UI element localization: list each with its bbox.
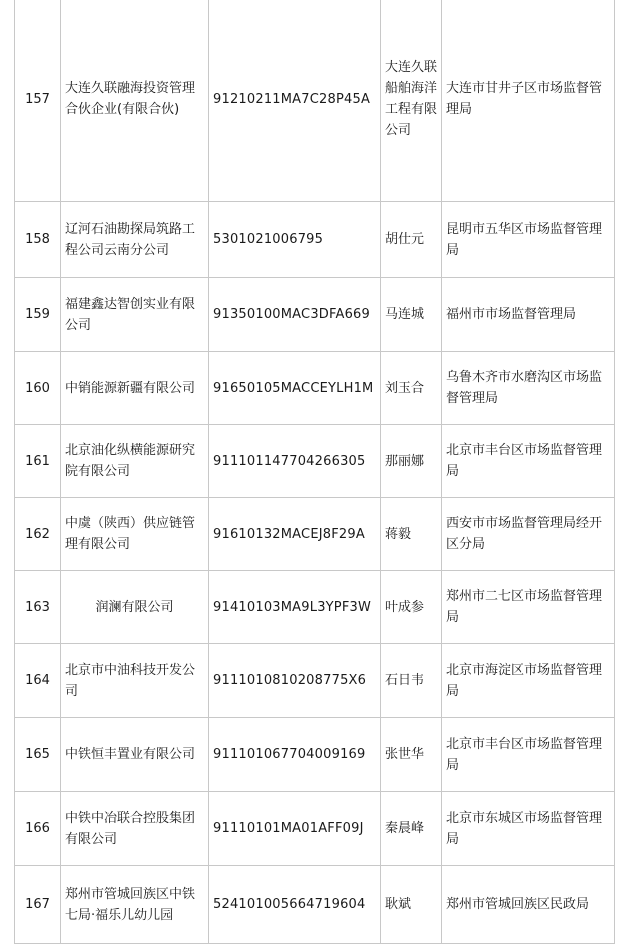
- entity-name: 中铁中冶联合控股集团有限公司: [61, 792, 209, 866]
- credit-code: 91410103MA9L3YPF3W: [209, 571, 381, 644]
- credit-code: 911101067704009169: [209, 718, 381, 792]
- registration-authority: 西安市市场监督管理局经开区分局: [442, 498, 615, 571]
- legal-representative: 胡仕元: [381, 202, 442, 278]
- legal-representative: 石日韦: [381, 644, 442, 718]
- registration-authority: 北京市丰台区市场监督管理局: [442, 425, 615, 498]
- entity-name: 大连久联融海投资管理合伙企业(有限合伙): [61, 0, 209, 202]
- table-row: [15, 425, 615, 498]
- legal-representative: 刘玉合: [381, 352, 442, 425]
- row-number: 167: [15, 866, 61, 944]
- legal-representative: 马连城: [381, 278, 442, 352]
- row-number: 165: [15, 718, 61, 792]
- entity-name: 中销能源新疆有限公司: [61, 352, 209, 425]
- records-table: [14, 0, 615, 944]
- credit-code: 524101005664719604: [209, 866, 381, 944]
- legal-representative: 秦晨峰: [381, 792, 442, 866]
- registration-authority: 北京市东城区市场监督管理局: [442, 792, 615, 866]
- legal-representative: 耿斌: [381, 866, 442, 944]
- credit-code: 91650105MACCEYLH1M: [209, 352, 381, 425]
- credit-code: 5301021006795: [209, 202, 381, 278]
- registration-authority: 福州市市场监督管理局: [442, 278, 615, 352]
- table-row: [15, 278, 615, 352]
- entity-name: 福建鑫达智创实业有限公司: [61, 278, 209, 352]
- entity-name: 郑州市管城回族区中铁七局·福乐儿幼儿园: [61, 866, 209, 944]
- credit-code: 9111010810208775X6: [209, 644, 381, 718]
- entity-name: 润澜有限公司: [61, 571, 209, 644]
- entity-name: 辽河石油勘探局筑路工程公司云南分公司: [61, 202, 209, 278]
- row-number: 160: [15, 352, 61, 425]
- legal-representative: 那丽娜: [381, 425, 442, 498]
- registration-authority: 昆明市五华区市场监督管理局: [442, 202, 615, 278]
- registration-authority: 北京市丰台区市场监督管理局: [442, 718, 615, 792]
- table-row: [15, 644, 615, 718]
- row-number: 157: [15, 0, 61, 202]
- entity-name: 中虞（陕西）供应链管理有限公司: [61, 498, 209, 571]
- table-row: [15, 866, 615, 944]
- credit-code: 91110101MA01AFF09J: [209, 792, 381, 866]
- registration-authority: 北京市海淀区市场监督管理局: [442, 644, 615, 718]
- row-number: 166: [15, 792, 61, 866]
- legal-representative: 大连久联船舶海洋工程有限公司: [381, 0, 442, 202]
- table-row: [15, 202, 615, 278]
- credit-code: 911101147704266305: [209, 425, 381, 498]
- legal-representative: 蒋毅: [381, 498, 442, 571]
- registration-authority: 郑州市二七区市场监督管理局: [442, 571, 615, 644]
- entity-name: 北京市中油科技开发公司: [61, 644, 209, 718]
- row-number: 161: [15, 425, 61, 498]
- registration-authority: 乌鲁木齐市水磨沟区市场监督管理局: [442, 352, 615, 425]
- entity-name: 中铁恒丰置业有限公司: [61, 718, 209, 792]
- row-number: 159: [15, 278, 61, 352]
- row-number: 163: [15, 571, 61, 644]
- table-row: [15, 0, 615, 202]
- entity-name: 北京油化纵横能源研究院有限公司: [61, 425, 209, 498]
- legal-representative: 张世华: [381, 718, 442, 792]
- table-row: [15, 498, 615, 571]
- credit-code: 91610132MACEJ8F29A: [209, 498, 381, 571]
- table-row: [15, 352, 615, 425]
- row-number: 164: [15, 644, 61, 718]
- table-row: [15, 571, 615, 644]
- table-row: [15, 718, 615, 792]
- row-number: 162: [15, 498, 61, 571]
- table-row: [15, 792, 615, 866]
- credit-code: 91210211MA7C28P45A: [209, 0, 381, 202]
- credit-code: 91350100MAC3DFA669: [209, 278, 381, 352]
- registration-authority: 郑州市管城回族区民政局: [442, 866, 615, 944]
- registration-authority: 大连市甘井子区市场监督管理局: [442, 0, 615, 202]
- row-number: 158: [15, 202, 61, 278]
- legal-representative: 叶成参: [381, 571, 442, 644]
